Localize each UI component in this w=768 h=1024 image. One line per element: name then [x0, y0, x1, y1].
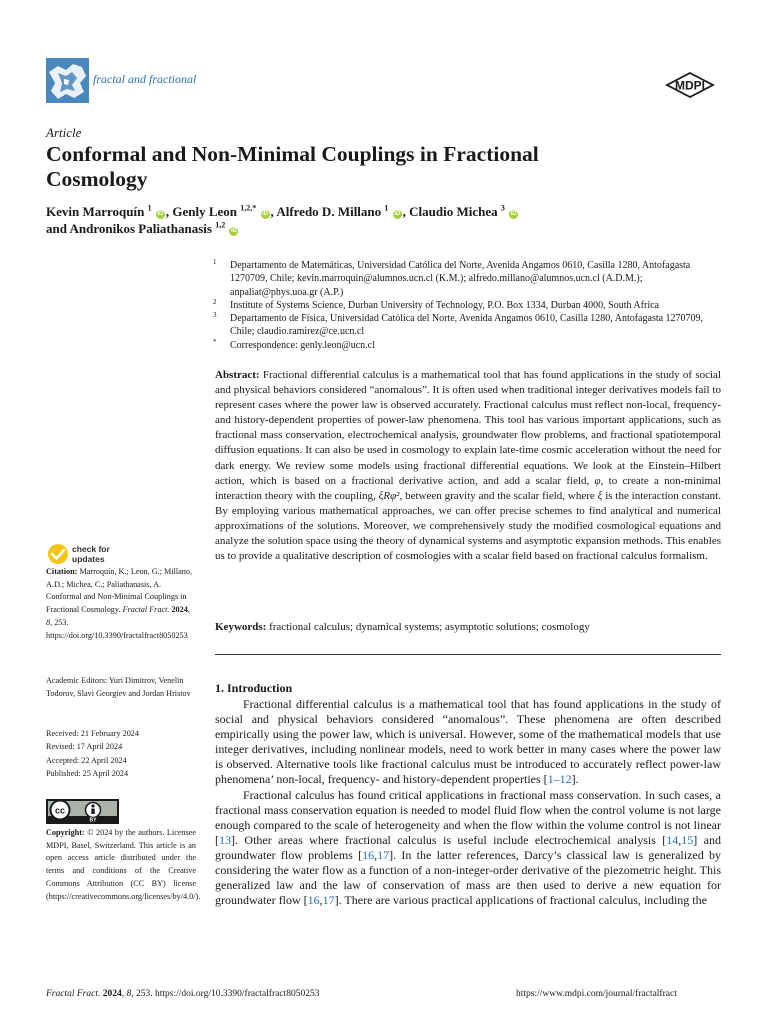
- check-for-updates-icon[interactable]: [46, 541, 126, 569]
- paragraph-text: ]. In the latter references, Darcy’s classical law is generalized by considering the water flow as a function of a non-integer-order derivative of the piezometric height. This generalized law and the law of conservation of mass are then used to derive a new equation for groundwater flow [: [215, 847, 721, 908]
- keywords-text: fractional calculus; dynamical systems; asymptotic solutions; cosmology: [269, 621, 590, 633]
- paragraph-text: Fractional calculus has found critical applications in fractional mass conservation. In such cases, a fractional mass conservation equation is needed to model fluid flow when the control volume is not large enough compared to the scale of heterogeneity and when the flow within the volume control is not linear [: [215, 787, 721, 847]
- accepted-date: Accepted: 22 April 2024: [46, 755, 127, 765]
- cc-by-license-icon[interactable]: [46, 799, 119, 824]
- abstract-text: Fractional differential calculus is a mathematical tool that has found applications in the study of social and physical behaviors considered “anomalous”. It is often used when traditional integer derivatives models fail to represent cases where the power law is observed accurately. Fractional calculus must reflect non-local, frequency- and history-dependent properties of power-law phenomena. This tool has various important applications, such as fractional mass conservation, electrochemical analysis, groundwater flow problems, and fractional spatiotemporal diffusion equations. It can also be used in cosmology to explain late-time cosmic acceleration without the need for dark energy. We review some models using fractional differential equations. We look at the Einstein–Hilbert action, which is based on a fractional derivative action, and add a scalar field,: [215, 369, 721, 487]
- author-affiliation-mark: 1,2,*: [240, 203, 257, 213]
- abstract-label: Abstract:: [215, 369, 260, 381]
- copyright-label: Copyright:: [46, 828, 85, 837]
- copyright-notice: [46, 827, 201, 903]
- footer-citation: Fractal Fract. 2024, 8, 253. https://doi.org/10.3390/fractalfract8050253: [46, 989, 320, 999]
- paragraph-text: ]. Other areas where fractional calculus is useful include electrochemical analysis [: [231, 832, 667, 847]
- author-affiliation-mark: 3: [500, 203, 505, 213]
- citation-link[interactable]: 17: [322, 893, 335, 908]
- citation-journal: Fractal Fract.: [122, 605, 170, 615]
- abstract-text: , between gravity and the scalar field, where: [399, 489, 598, 502]
- svg-text:check for: check for: [72, 544, 110, 554]
- author-name[interactable]: Andronikos Paliathanasis: [69, 221, 212, 236]
- footer-doi[interactable]: , 253. https://doi.org/10.3390/fractalfract8050253: [131, 989, 320, 999]
- revised-date: Revised: 17 April 2024: [46, 742, 123, 752]
- citation-link[interactable]: 16: [307, 893, 320, 908]
- author-name[interactable]: Genly Leon: [172, 204, 238, 219]
- published-date: Published: 25 April 2024: [46, 769, 129, 779]
- phi-symbol: φ: [594, 474, 601, 487]
- abstract-text: is the interaction constant. By employing various mathematical approaches, we can offer precise schemes to find analytical and numerical approximations of the solutions. Moreover, we comprehensively study the modified cosmological equations and analyze the solution space using the theory of dynamical systems and asymptotic expansion methods. This enables us to provide a qualitative description of cosmologies with a scalar field based on fractional calculus formalism.: [215, 489, 721, 563]
- keywords: [215, 620, 721, 635]
- affiliation-item: [213, 339, 723, 352]
- paragraph: [215, 697, 721, 788]
- affiliation-mark: 2: [213, 297, 217, 306]
- orcid-icon[interactable]: iD: [262, 211, 269, 217]
- footer-year: 2024: [102, 989, 122, 999]
- mdpi-logo-icon[interactable]: [665, 72, 715, 98]
- affiliation-item: [213, 312, 723, 339]
- author-affiliation-mark: 1: [384, 203, 389, 213]
- citation-link[interactable]: 15: [681, 832, 694, 847]
- citation-year: 2024: [171, 605, 188, 615]
- footer-journal: Fractal Fract.: [46, 989, 101, 999]
- svg-text:cc: cc: [54, 805, 66, 816]
- citation-volume: 8: [46, 617, 51, 627]
- abstract: [215, 368, 721, 564]
- abstract-text: , to create a non-minimal interaction theory with the coupling,: [215, 474, 721, 502]
- affiliations: [213, 259, 723, 352]
- orcid-icon[interactable]: iD: [230, 228, 237, 234]
- author-name[interactable]: Kevin Marroquín: [46, 204, 145, 219]
- citation-link[interactable]: 1–12: [547, 772, 572, 787]
- article-title: Conformal and Non-Minimal Couplings in Fractional Cosmology: [46, 142, 539, 191]
- coupling-term: ξRφ²: [378, 489, 400, 502]
- citation-label: Citation:: [46, 567, 78, 576]
- orcid-icon[interactable]: iD: [510, 211, 517, 217]
- affiliation-text: Departamento de Física, Universidad Católica del Norte, Avenida Angamos 0610, Casilla 1280, Antofagasta 1270709, Chile; claudio.ramirez@ce.ucn.cl: [230, 313, 704, 338]
- received-date: Received: 21 February 2024: [46, 729, 139, 738]
- section-heading: 1. Introduction: [215, 681, 293, 695]
- journal-name[interactable]: fractal and fractional: [93, 72, 197, 86]
- footer-volume: 8: [126, 989, 132, 999]
- article-type: Article: [46, 125, 82, 140]
- xi-symbol: ξ: [597, 489, 603, 502]
- citation-link[interactable]: 13: [219, 832, 231, 847]
- paragraph-text: Fractional differential calculus is a mathematical tool that has found applications in the study of social and physical behaviors considered “anomalous”. These phenomena are often described empirically using the power law, which is universal. However, some of the mathematical models that use integer derivatives, including nonlinear models, need to work better in many cases where the power law is observed. Alternative tools like fractional calculus must be introduced to accurately reflect power-law phenomena’ non-local, frequency- and history-dependent properties [: [215, 697, 721, 787]
- paragraph-text: ] and groundwater flow problems [: [215, 832, 721, 862]
- correspondence-text: Correspondence: genly.leon@ucn.cl: [230, 339, 375, 351]
- keywords-label: Keywords:: [215, 621, 267, 633]
- svg-text:BY: BY: [89, 817, 97, 824]
- author-name[interactable]: Claudio Michea: [409, 204, 498, 219]
- copyright-text: © 2024 by the authors. Licensee MDPI, Basel, Switzerland. This article is an open access article distributed under the terms and conditions of the Creative Commons Attribution (CC BY) license (https://creativecommons.org/licenses/by/4.0/).: [46, 828, 201, 901]
- affiliation-text: Institute of Systems Science, Durban University of Technology, P.O. Box 1334, Durban 4000, South Africa: [230, 299, 659, 311]
- svg-text:MDPI: MDPI: [675, 78, 705, 93]
- author-list: Kevin Marroquín $^1$ iD , Genly Leon $^{1,2,*}$ iD , Alfredo D. Millano $^1$ iD , Claudio Michea $^3$ iD and Andronikos Paliathanasis $^{1,2}$ iD: [46, 203, 517, 236]
- affiliation-mark: 3: [213, 311, 217, 320]
- paragraph-text: ].: [571, 772, 579, 787]
- citation-doi[interactable]: , 253. https://doi.org/10.3390/fractalfract8050253: [46, 617, 188, 640]
- citation-text: Marroquín, K.; Leon, G.; Millano, A.D.; Michea, C.; Paliathanasis, A. Conformal and Non-Minimal Couplings in Fractional Cosmology.: [46, 567, 192, 615]
- journal-logo-icon: [46, 58, 89, 103]
- svg-text:updates: updates: [72, 554, 105, 564]
- orcid-icon[interactable]: iD: [157, 211, 164, 217]
- section-divider: [215, 654, 721, 655]
- orcid-icon[interactable]: iD: [394, 211, 401, 217]
- author-name[interactable]: Alfredo D. Millano: [276, 204, 382, 219]
- citation-link[interactable]: 17: [377, 847, 390, 862]
- citation-link[interactable]: 16: [362, 847, 375, 862]
- author-affiliation-mark: 1,2: [215, 220, 226, 230]
- affiliation-mark: *: [213, 337, 217, 346]
- body-text: [215, 697, 721, 908]
- publication-dates: [46, 727, 196, 781]
- paragraph: Fractional calculus has found critical applications in fractional mass conservation. In such cases, a fractional mass conservation equation is needed to model fluid flow when the control volume is not large enough compared to the scale of heterogeneity and when the flow within the volume control is not linear [13]. Other areas where fractional calculus is useful include electrochemical analysis [14,15] and groundwater flow problems [16,17]. In the latter references, Darcy’s classical law is generalized by considering the water flow as a function of a non-integer-order derivative of the piezometric height. This generalized law and the law of conservation of mass are then used to derive a new equation for groundwater flow [16,17]. There are various practical applications of fractional calculus, including the: [215, 787, 721, 908]
- citation-link[interactable]: 14: [666, 832, 679, 847]
- author-affiliation-mark: 1: [147, 203, 152, 213]
- affiliation-mark: 1: [213, 258, 217, 266]
- affiliation-text: Departamento de Matemáticas, Universidad Católica del Norte, Avenida Angamos 0610, Casilla 1280, Antofagasta 1270709, Chile; kevin.marroquin@alumnos.ucn.cl (K.M.); alfredo.millano@alumnos.ucn.cl (A.D.M.); anpaliat@phys.uoa.gr (A.P.): [230, 260, 691, 298]
- affiliation-item: [213, 299, 723, 312]
- affiliation-item: [213, 259, 723, 299]
- footer-journal-url[interactable]: https://www.mdpi.com/journal/fractalfract: [516, 989, 677, 999]
- citation-block: Citation: Marroquín, K.; Leon, G.; Millano, A.D.; Michea, C.; Paliathanasis, A. Conformal and Non-Minimal Couplings in Fractional Cosmology. Fractal Fract. 2024, 8, 253. https://doi.org/10.3390/fractalfract8050253: [46, 567, 192, 640]
- paragraph-text: ]. There are various practical applications of fractional calculus, including the: [334, 893, 707, 908]
- academic-editors: Academic Editors: Yuri Dimitrov, Venelin Todorov, Slavi Georgiev and Jordan Hristov: [46, 676, 191, 698]
